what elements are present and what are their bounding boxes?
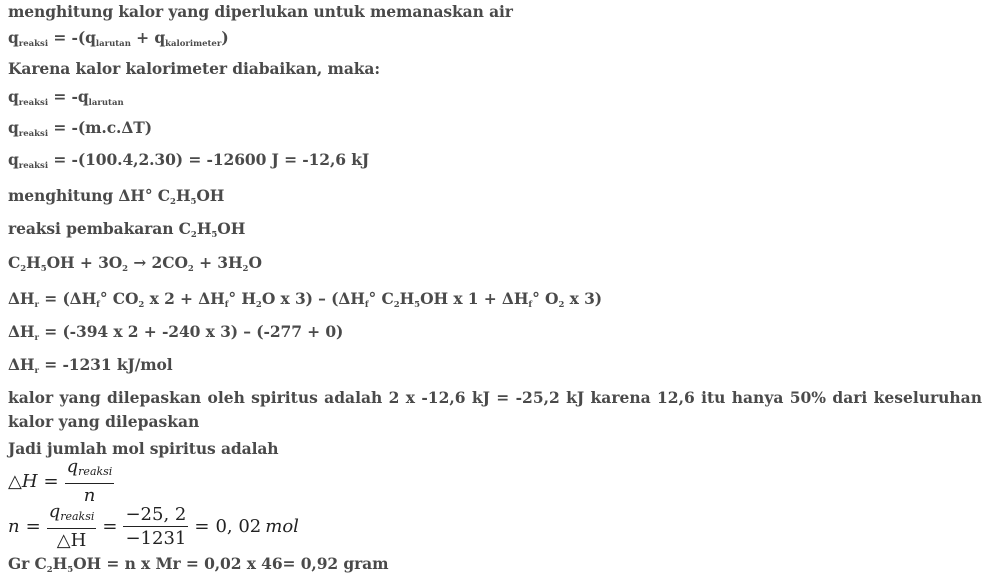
fraction-values: $\frac{-25, 2}{-1231}$ (125, 503, 187, 549)
reaction-equation: $C_2H_5OH + 3O_2 \to 2CO_2 + 3H_2O$ (8, 253, 262, 274)
formula-q-reaksi-value: $q_{reaksi} = -(100.4,2.30) = -12600$ J = -12,6 kJ (8, 150, 370, 171)
text-jumlah-mol: Jadi jumlah mol spiritus adalah (8, 439, 279, 458)
text-reaksi-pembakaran: reaksi pembakaran $C_2H_5OH$ (8, 219, 246, 240)
formula-dh-reaction: $\Delta H_r = (\Delta H_f^\circ$ $CO_2$ x $2 + \Delta H_f^\circ$ $H_2O$ x $3) - (\Delta H_f^\circ$ $C_2H_5OH$ x $1 + \Delta H_f^\circ$ $O_2$ x 3) (8, 289, 603, 310)
paragraph-kalor-spiritus: kalor yang dilepaskan oleh spiritus adalah 2 x -12,6 kJ = -25,2 kJ karena 12,6 itu hanya 50% dari keseluruhan kalor yang dilepaskan (8, 388, 982, 431)
text-line-1: menghitung kalor yang diperlukan untuk memanaskan air (8, 2, 513, 21)
formula-q-reaksi-larutan: $q_{reaksi} = -q_{larutan}$ (8, 87, 124, 108)
text-menghitung-dh: menghitung ΔH° $C_2H_5OH$ (8, 186, 225, 207)
formula-dh-result: $\Delta H_r = -1231$ kJ/mol (8, 355, 173, 376)
equation-n-calculation: n = $\frac{q_{reaksi}}{\triangle H}$ = $\frac{-25, 2}{-1231}$ = 0, 02 mol (8, 501, 299, 551)
equation-dh-over-n: △H = $\frac{q_{reaksi}}{n}$ (8, 456, 113, 506)
fraction-q-over-dh: $\frac{q_{reaksi}}{\triangle H}$ (48, 501, 95, 551)
formula-dh-values: $\Delta H_r = (-394$ x 2 + -240 x 3) – (-277 + 0) (8, 322, 344, 343)
formula-q-reaksi-total: $q_{reaksi} = -(q_{larutan} + q_{kalorimeter})$ (8, 28, 229, 49)
fraction-q-over-n: $\frac{q_{reaksi}}{n}$ (66, 456, 113, 506)
text-line-3: Karena kalor kalorimeter diabaikan, maka: (8, 59, 380, 78)
formula-q-reaksi-mct: $q_{reaksi} = -(m.c.\Delta T)$ (8, 118, 152, 139)
formula-gram-result: Gr $C_2H_5OH = n$ x Mr = 0,02 x 46= 0,92 gram (8, 554, 389, 575)
